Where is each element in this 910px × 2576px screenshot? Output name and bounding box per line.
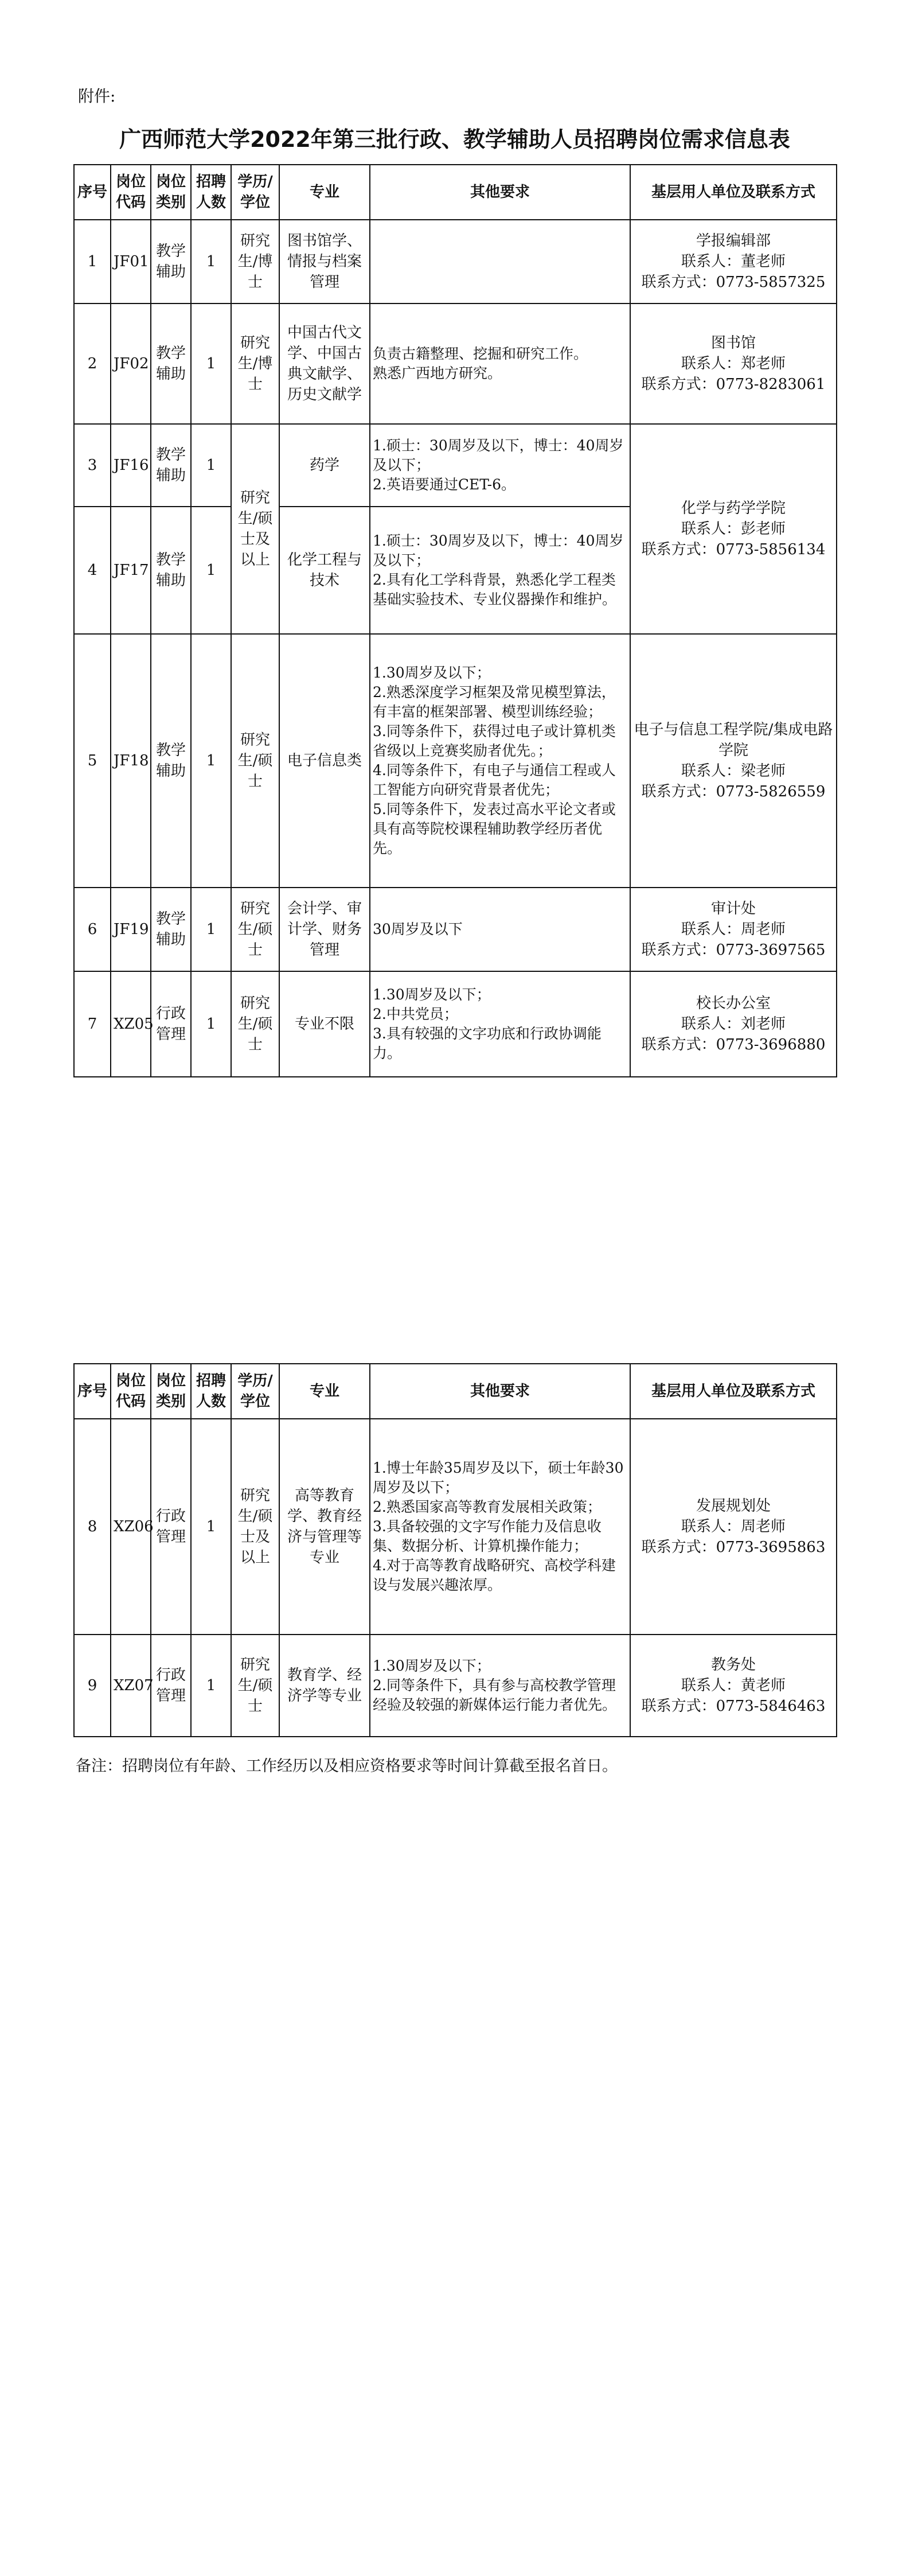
cell-code: XZ07 (111, 1635, 151, 1737)
table-row (74, 1419, 837, 1635)
cell-major: 教育学、经济学等专业 (279, 1635, 370, 1737)
footnote: 备注：招聘岗位有年龄、工作经历以及相应资格要求等时间计算截至报名首日。 (76, 1757, 618, 1775)
cell-count: 1 (191, 634, 231, 888)
cell-requirements: 1.30周岁及以下； 2.熟悉深度学习框架及常见模型算法，有丰富的框架部署、模型训练经验； 3.同等条件下，获得过电子或计算机类省级以上竞赛奖励者优先。； 4.同等条件下，有电子与通信工程或人工智能方向研究背景者优先； 5.同等条件下，发表过高水平论文者或具有高等院校课程辅助教学经历者优先。 (370, 634, 630, 888)
cell-unit: 电子与信息工程学院/集成电路学院 联系人：梁老师 联系方式：0773-5826559 (630, 634, 837, 888)
cell-unit: 发展规划处 联系人：周老师 联系方式：0773-3695863 (630, 1419, 837, 1635)
cell-category: 教学辅助 (151, 507, 191, 634)
cell-category: 教学辅助 (151, 424, 191, 507)
table-row (74, 220, 837, 303)
header-education: 学历/学位 (231, 1364, 279, 1419)
cell-education-merged: 研究生/硕士及以上 (231, 424, 279, 634)
header-code: 岗位代码 (111, 1364, 151, 1419)
cell-code: JF17 (111, 507, 151, 634)
page-title: 广西师范大学2022年第三批行政、教学辅助人员招聘岗位需求信息表 (119, 127, 790, 152)
cell-requirements: 1.硕士：30周岁及以下，博士：40周岁及以下； 2.具有化工学科背景，熟悉化学工程类基础实验技术、专业仪器操作和维护。 (370, 507, 630, 634)
cell-count: 1 (191, 1635, 231, 1737)
cell-no: 7 (74, 971, 111, 1077)
cell-unit: 审计处 联系人：周老师 联系方式：0773-3697565 (630, 888, 837, 971)
cell-major: 会计学、审计学、财务管理 (279, 888, 370, 971)
cell-no: 6 (74, 888, 111, 971)
header-count: 招聘人数 (191, 1364, 231, 1419)
table-row (74, 888, 837, 971)
cell-major: 药学 (279, 424, 370, 507)
header-category: 岗位类别 (151, 165, 191, 220)
cell-education: 研究生/硕士 (231, 634, 279, 888)
table-row (74, 303, 837, 424)
cell-education: 研究生/博士 (231, 220, 279, 303)
cell-category: 教学辅助 (151, 634, 191, 888)
table-row (74, 1635, 837, 1737)
cell-requirements: 1.30周岁及以下； 2.中共党员； 3.具有较强的文字功底和行政协调能力。 (370, 971, 630, 1077)
table-row (74, 971, 837, 1077)
header-count: 招聘人数 (191, 165, 231, 220)
cell-unit-merged: 化学与药学学院 联系人：彭老师 联系方式：0773-5856134 (630, 424, 837, 634)
cell-requirements: 30周岁及以下 (370, 888, 630, 971)
header-requirements: 其他要求 (370, 1364, 630, 1419)
header-no: 序号 (74, 165, 111, 220)
table-row (74, 424, 837, 507)
cell-count: 1 (191, 507, 231, 634)
cell-major: 专业不限 (279, 971, 370, 1077)
cell-education: 研究生/硕士 (231, 888, 279, 971)
cell-unit: 图书馆 联系人：郑老师 联系方式：0773-8283061 (630, 303, 837, 424)
cell-education: 研究生/博士 (231, 303, 279, 424)
cell-count: 1 (191, 220, 231, 303)
cell-major: 中国古代文学、中国古典文献学、历史文献学 (279, 303, 370, 424)
cell-code: JF19 (111, 888, 151, 971)
table-header-row (74, 165, 837, 220)
cell-requirements: 1.硕士：30周岁及以下，博士：40周岁及以下； 2.英语要通过CET-6。 (370, 424, 630, 507)
cell-requirements: 负责古籍整理、挖掘和研究工作。 熟悉广西地方研究。 (370, 303, 630, 424)
cell-education: 研究生/硕士 (231, 971, 279, 1077)
cell-requirements: 1.博士年龄35周岁及以下，硕士年龄30周岁及以下； 2.熟悉国家高等教育发展相关政策； 3.具备较强的文字写作能力及信息收集、数据分析、计算机操作能力； 4.对于高等教育战略研究、高校学科建设与发展兴趣浓厚。 (370, 1419, 630, 1635)
header-major: 专业 (279, 165, 370, 220)
header-education: 学历/学位 (231, 165, 279, 220)
cell-category: 行政管理 (151, 1635, 191, 1737)
cell-requirements (370, 220, 630, 303)
cell-code: XZ05 (111, 971, 151, 1077)
header-code: 岗位代码 (111, 165, 151, 220)
cell-no: 3 (74, 424, 111, 507)
cell-unit: 学报编辑部 联系人：董老师 联系方式：0773-5857325 (630, 220, 837, 303)
recruitment-table-1 (73, 164, 837, 1077)
table-header-row (74, 1364, 837, 1419)
cell-count: 1 (191, 303, 231, 424)
header-major: 专业 (279, 1364, 370, 1419)
cell-unit: 教务处 联系人：黄老师 联系方式：0773-5846463 (630, 1635, 837, 1737)
cell-no: 9 (74, 1635, 111, 1737)
header-requirements: 其他要求 (370, 165, 630, 220)
cell-category: 教学辅助 (151, 303, 191, 424)
cell-requirements: 1.30周岁及以下； 2.同等条件下，具有参与高校教学管理经验及较强的新媒体运行能力者优先。 (370, 1635, 630, 1737)
cell-unit: 校长办公室 联系人：刘老师 联系方式：0773-3696880 (630, 971, 837, 1077)
cell-no: 4 (74, 507, 111, 634)
cell-category: 行政管理 (151, 1419, 191, 1635)
header-unit: 基层用人单位及联系方式 (630, 1364, 837, 1419)
cell-category: 教学辅助 (151, 888, 191, 971)
cell-category: 行政管理 (151, 971, 191, 1077)
header-category: 岗位类别 (151, 1364, 191, 1419)
cell-no: 1 (74, 220, 111, 303)
cell-education: 研究生/硕士 (231, 1635, 279, 1737)
cell-code: JF18 (111, 634, 151, 888)
cell-count: 1 (191, 888, 231, 971)
cell-major: 图书馆学、情报与档案管理 (279, 220, 370, 303)
cell-no: 5 (74, 634, 111, 888)
cell-code: XZ06 (111, 1419, 151, 1635)
attachment-label: 附件: (78, 87, 116, 106)
table-row (74, 634, 837, 888)
cell-no: 8 (74, 1419, 111, 1635)
cell-code: JF02 (111, 303, 151, 424)
cell-no: 2 (74, 303, 111, 424)
cell-count: 1 (191, 424, 231, 507)
header-no: 序号 (74, 1364, 111, 1419)
cell-count: 1 (191, 971, 231, 1077)
cell-major: 电子信息类 (279, 634, 370, 888)
cell-major: 化学工程与技术 (279, 507, 370, 634)
cell-category: 教学辅助 (151, 220, 191, 303)
cell-code: JF01 (111, 220, 151, 303)
cell-count: 1 (191, 1419, 231, 1635)
cell-education: 研究生/硕士及以上 (231, 1419, 279, 1635)
cell-major: 高等教育学、教育经济与管理等专业 (279, 1419, 370, 1635)
header-unit: 基层用人单位及联系方式 (630, 165, 837, 220)
cell-code: JF16 (111, 424, 151, 507)
recruitment-table-2 (73, 1363, 837, 1737)
